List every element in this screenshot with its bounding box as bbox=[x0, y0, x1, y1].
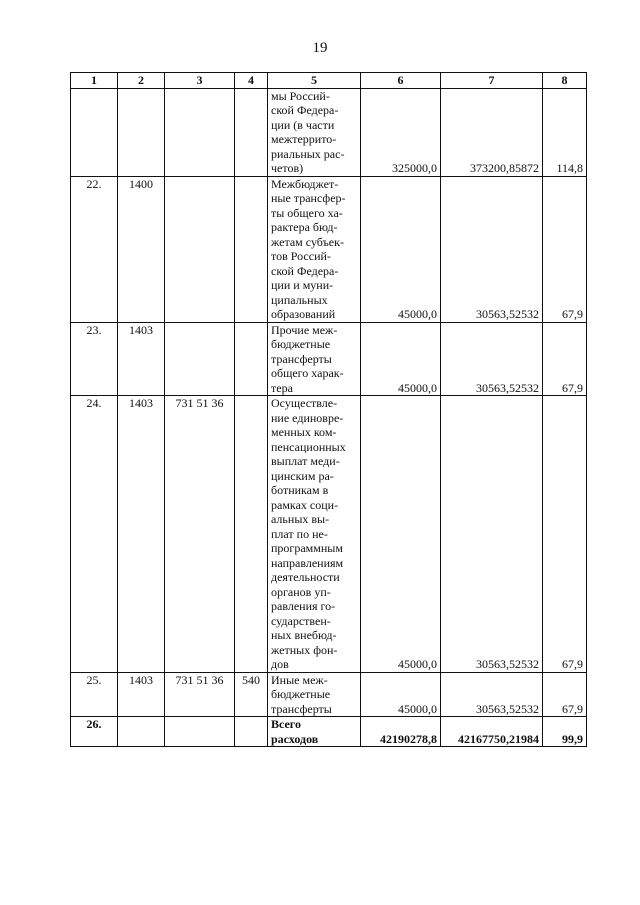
section-code-cell: 1403 bbox=[118, 672, 165, 717]
row-number-cell: 22. bbox=[71, 176, 118, 322]
column-header: 1 bbox=[71, 73, 118, 89]
section-code-cell bbox=[118, 717, 165, 747]
description-line: ты общего ха- bbox=[271, 205, 343, 220]
description-line: пенсационных bbox=[271, 439, 346, 454]
description-line: ние единовре- bbox=[271, 410, 344, 425]
actual-amount-cell: 30563,52532 bbox=[441, 176, 543, 322]
expense-type-cell: 540 bbox=[235, 672, 268, 717]
column-header: 5 bbox=[268, 73, 361, 89]
expense-type-cell bbox=[235, 88, 268, 176]
row-number-cell: 23. bbox=[71, 322, 118, 396]
target-article-cell bbox=[165, 88, 235, 176]
planned-amount-cell: 45000,0 bbox=[361, 672, 441, 717]
percent-executed-cell: 67,9 bbox=[543, 176, 587, 322]
row-number-cell: 24. bbox=[71, 396, 118, 673]
description-cell bbox=[268, 396, 361, 673]
description-line: расходов bbox=[271, 731, 319, 746]
row-number-cell: 25. bbox=[71, 672, 118, 717]
description-cell bbox=[268, 322, 361, 396]
percent-executed-cell: 67,9 bbox=[543, 322, 587, 396]
description-line: межтеррито- bbox=[271, 132, 337, 146]
section-code-cell: 1403 bbox=[118, 396, 165, 673]
description-line: дов bbox=[271, 657, 289, 671]
description-line: выплат меди- bbox=[271, 454, 340, 468]
percent-executed-cell: 67,9 bbox=[543, 396, 587, 673]
actual-amount-cell: 30563,52532 bbox=[441, 396, 543, 673]
description-line: риальных рас- bbox=[271, 146, 345, 161]
column-header: 7 bbox=[441, 73, 543, 89]
table-row bbox=[71, 396, 587, 673]
description-line: мы Россий- bbox=[271, 88, 330, 103]
description-line: цинским ра- bbox=[271, 468, 334, 483]
description-cell bbox=[268, 672, 361, 717]
description-line: бюджетные bbox=[271, 337, 331, 351]
description-line: жетных фон- bbox=[271, 642, 338, 657]
budget-execution-table bbox=[70, 72, 587, 747]
planned-amount-cell: 45000,0 bbox=[361, 322, 441, 396]
actual-amount-cell: 373200,85872 bbox=[441, 88, 543, 176]
section-code-cell bbox=[118, 88, 165, 176]
description-line: четов) bbox=[271, 161, 304, 175]
description-line: сударствен- bbox=[271, 613, 331, 628]
percent-executed-cell: 99,9 bbox=[543, 717, 587, 747]
percent-executed-cell: 67,9 bbox=[543, 672, 587, 717]
target-article-cell: 731 51 36 bbox=[165, 672, 235, 717]
description-line: Всего bbox=[271, 717, 301, 731]
target-article-cell bbox=[165, 176, 235, 322]
description-line: Осуществле- bbox=[271, 396, 338, 410]
total-row bbox=[71, 717, 587, 747]
description-line: равления го- bbox=[271, 599, 336, 613]
description-line: менных ком- bbox=[271, 425, 337, 439]
table-row bbox=[71, 322, 587, 396]
column-header: 8 bbox=[543, 73, 587, 89]
description-line: ции (в части bbox=[271, 117, 335, 132]
description-line: тов Россий- bbox=[271, 249, 331, 263]
column-header: 6 bbox=[361, 73, 441, 89]
table-row bbox=[71, 672, 587, 717]
actual-amount-cell: 42167750,21984 bbox=[441, 717, 543, 747]
description-cell bbox=[268, 176, 361, 322]
description-line: общего харак- bbox=[271, 366, 344, 380]
description-line: жетам субъек- bbox=[271, 234, 344, 249]
description-line: программным bbox=[271, 541, 343, 555]
target-article-cell bbox=[165, 322, 235, 396]
description-line: трансферты bbox=[271, 701, 332, 716]
description-line: плат по не- bbox=[271, 526, 328, 541]
description-line: трансферты bbox=[271, 351, 332, 366]
description-line: органов уп- bbox=[271, 584, 331, 599]
column-header: 2 bbox=[118, 73, 165, 89]
description-line: бюджетные bbox=[271, 687, 331, 701]
actual-amount-cell: 30563,52532 bbox=[441, 672, 543, 717]
description-line: ской Федера- bbox=[271, 103, 339, 117]
table-header-row bbox=[71, 73, 587, 89]
description-cell bbox=[268, 717, 361, 747]
description-line: ципальных bbox=[271, 292, 328, 307]
description-line: ской Федера- bbox=[271, 263, 339, 278]
section-code-cell: 1403 bbox=[118, 322, 165, 396]
expense-type-cell bbox=[235, 717, 268, 747]
expense-type-cell bbox=[235, 322, 268, 396]
planned-amount-cell: 45000,0 bbox=[361, 176, 441, 322]
description-line: ных внебюд- bbox=[271, 628, 337, 642]
description-line: ботникам в bbox=[271, 483, 329, 497]
expense-type-cell bbox=[235, 396, 268, 673]
page-number: 19 bbox=[312, 40, 328, 56]
percent-executed-cell: 114,8 bbox=[543, 88, 587, 176]
row-number-cell bbox=[71, 88, 118, 176]
target-article-cell bbox=[165, 717, 235, 747]
description-line: образований bbox=[271, 307, 336, 321]
actual-amount-cell: 30563,52532 bbox=[441, 322, 543, 396]
expense-type-cell bbox=[235, 176, 268, 322]
planned-amount-cell: 42190278,8 bbox=[361, 717, 441, 747]
description-line: направлениям bbox=[271, 555, 344, 570]
description-line: рактера бюд- bbox=[271, 220, 338, 234]
description-line: Иные меж- bbox=[271, 672, 328, 687]
description-line: ции и муни- bbox=[271, 278, 334, 292]
row-number-cell: 26. bbox=[71, 717, 118, 747]
description-line: деятельности bbox=[271, 570, 340, 584]
section-code-cell: 1400 bbox=[118, 176, 165, 322]
description-cell bbox=[268, 88, 361, 176]
target-article-cell: 731 51 36 bbox=[165, 396, 235, 673]
description-line: рамках соци- bbox=[271, 497, 339, 512]
description-line: тера bbox=[271, 380, 293, 395]
planned-amount-cell: 325000,0 bbox=[361, 88, 441, 176]
description-line: Прочие меж- bbox=[271, 322, 338, 337]
column-header: 3 bbox=[165, 73, 235, 89]
table-row bbox=[71, 176, 587, 322]
description-line: ные трансфер- bbox=[271, 191, 346, 205]
column-header: 4 bbox=[235, 73, 268, 89]
table-row bbox=[71, 88, 587, 176]
planned-amount-cell: 45000,0 bbox=[361, 396, 441, 673]
description-line: Межбюджет- bbox=[271, 176, 339, 191]
description-line: альных вы- bbox=[271, 512, 330, 526]
